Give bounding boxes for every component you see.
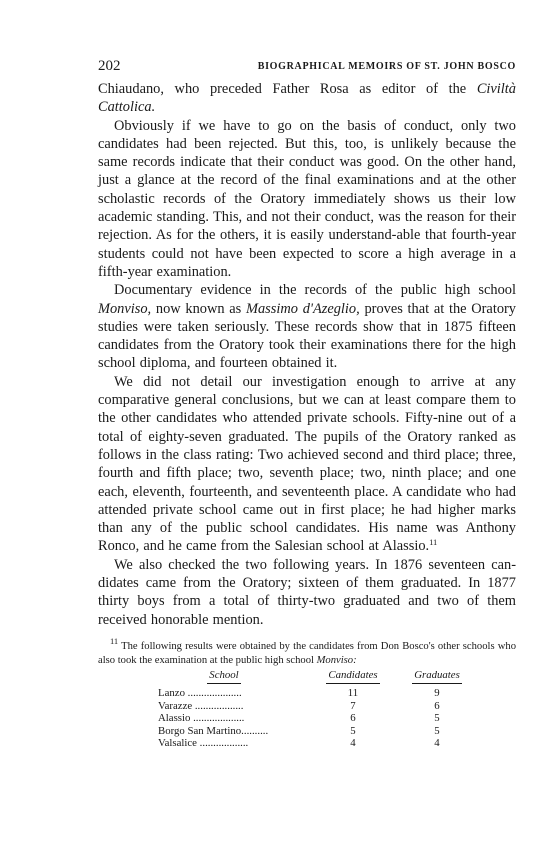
body-text <box>98 80 516 629</box>
school-cell: Valsalice .................. <box>158 737 249 750</box>
paragraph-3 <box>98 281 516 372</box>
graduates-cell: 4 <box>434 737 440 750</box>
footnote-text-a: The following results were obtained by the candidates from Don Bosco's other schools who also took the examination at the public high school <box>98 640 516 666</box>
graduates-cell: 6 <box>434 699 440 712</box>
school-cell: Varazze .................. <box>158 699 244 712</box>
paragraph-5: We also checked the two following years. In 1876 seventeen can-didates came from the Oratory; sixteen of them graduated. In 1877 thirty boys from a total of thirty-two graduated and two of them received honorable mention. <box>98 556 516 628</box>
candidates-cell: 11 <box>347 686 359 699</box>
footnote <box>98 635 516 750</box>
para3-italic-a: Monviso, <box>98 300 152 317</box>
para3-italic-b: Massimo d'Azeglio, <box>246 300 360 317</box>
footnote-italic-a: Monviso: <box>316 654 357 666</box>
book-page <box>98 58 516 750</box>
table-row <box>158 700 476 713</box>
candidates-cell: 7 <box>350 699 356 712</box>
school-cell: Alassio ................... <box>158 712 245 725</box>
table-row <box>158 725 476 738</box>
candidates-cell: 6 <box>350 712 356 725</box>
graduates-cell: 9 <box>434 686 440 699</box>
table-header-row <box>158 669 476 687</box>
table-row <box>158 737 476 750</box>
candidates-cell: 5 <box>350 724 356 737</box>
column-header-graduates: Graduates <box>398 669 476 687</box>
footnote-marker: 11 <box>110 635 119 646</box>
para1-text-a: Chiaudano, who preceded Father Rosa as editor of the <box>98 81 477 97</box>
page-header <box>98 58 516 80</box>
footnote-text <box>98 635 516 667</box>
para1-italic-a: Civiltà Cattolica. <box>98 81 516 116</box>
school-cell: Borgo San Martino.......... <box>158 724 269 737</box>
paragraph-4 <box>98 373 516 556</box>
footnote-reference[interactable]: 11 <box>429 537 438 548</box>
table-row <box>158 712 476 725</box>
running-head: BIOGRAPHICAL MEMOIRS OF ST. JOHN BOSCO <box>257 61 516 72</box>
candidates-cell: 4 <box>350 737 356 750</box>
page-number: 202 <box>98 58 121 74</box>
para3-text-b: now known as <box>151 300 246 317</box>
paragraph-1 <box>98 80 516 117</box>
graduates-cell: 5 <box>434 724 440 737</box>
results-table <box>158 669 476 750</box>
graduates-cell: 5 <box>434 712 440 725</box>
school-cell: Lanzo .................... <box>158 686 242 699</box>
table-row <box>158 687 476 700</box>
paragraph-2: Obviously if we have to go on the basis of conduct, only two candidates had been rejected. But this, too, is unlikely because the same records indicate that their conduct was good. On the other hand, just a glance at the record of the final examinations and at the other scholastic records of the Oratory immediately shows us their low academic standing. This, and not their conduct, was the reason for their rejection. As for the others, it is easily understand-able that fourth-year students could not have been expected to score a high average in a fifth-year examination. <box>98 117 516 280</box>
para3-text-a: Documentary evidence in the records of the public high school <box>114 282 516 299</box>
column-header-candidates: Candidates <box>308 669 398 687</box>
para3-text-c: proves that at the Oratory studies were taken seriously. These records show that in 1875 fifteen candidates from the Oratory took their examinations there for the high school diploma, and fourteen obtained it. <box>98 300 516 372</box>
column-header-school: School <box>158 669 308 687</box>
para4-text: We did not detail our investigation enough to arrive at any comparative general conclusions, but we can at least compare them to the other candidates who attended private schools. Fifty-nine out of a total of eighty-seven graduated. The pupils of the Oratory ranked as follows in the class rating: Two achieved second and third place; three, fourth and fifth place; two, seventh place; two, ninth place; and one each, eleventh, fourteenth, and seventeenth place. A candidate who had attended private school came out in first place; he had higher marks than any of the public school candidates. His name was Anthony Ronco, and he came from the Salesian school at Alassio. <box>98 373 516 555</box>
